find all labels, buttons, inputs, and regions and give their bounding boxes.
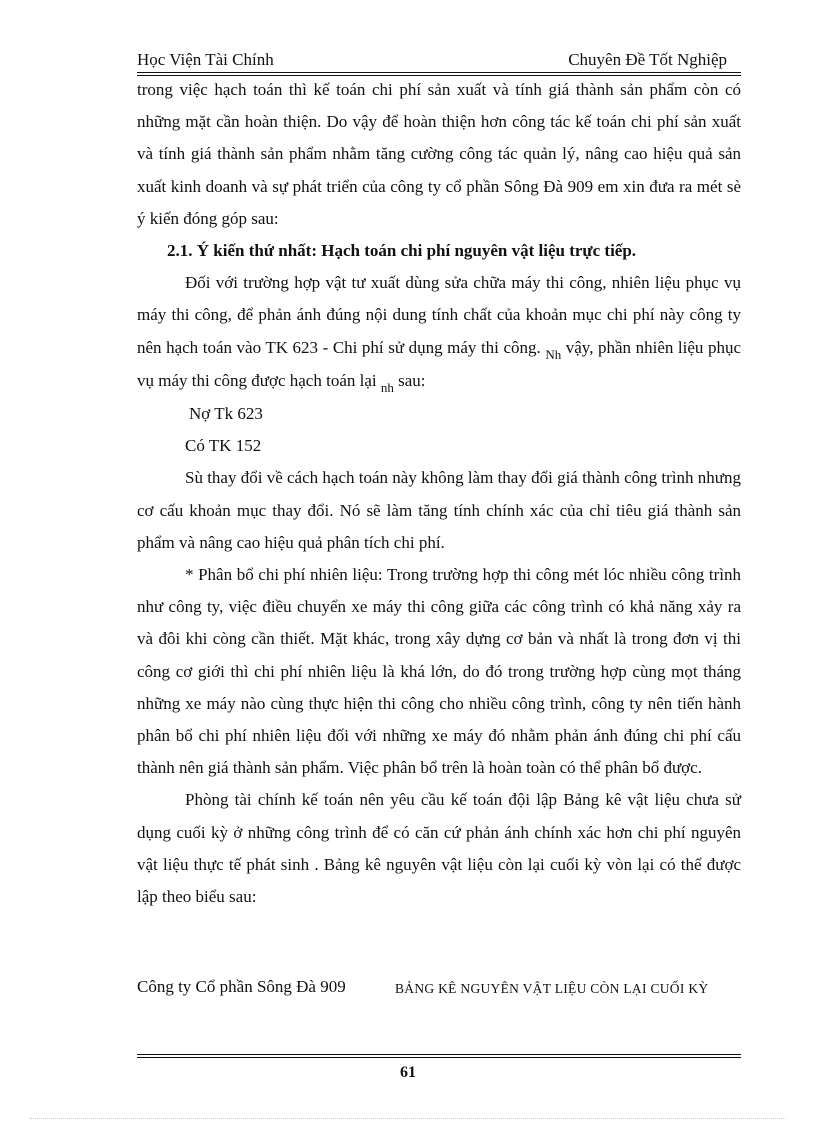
section-heading: 2.1. Ý kiến thứ nhất: Hạch toán chi phí nguyên vật liệu trực tiếp. [167,241,637,261]
page-header [137,48,727,74]
paragraph-fuel-part1: Đối với trường hợp vật tư xuất dùng sửa chữa máy thi công, nhiên liệu phục vụ máy thi công, để phản ánh đúng nội dung tính chất của khoản mục chi phí này công ty nên hạch toán vào TK 623 - Chi phí sử dụng máy thi công. [137,273,741,357]
company-name: Công ty Cổ phần Sông Đà 909 [137,977,346,996]
paragraph-fuel-allocation: * Phân bổ chi phí nhiên liệu: Trong trường hợp thi công mét lóc nhiều công trình như công ty, việc điều chuyển xe máy thi công giữa các công trình có khả năng xảy ra và đôi khi còng cần thiết. Mặt khác, trong xây dựng cơ bản và nhất là trong đơn vị thi công cơ giới thì chi phí nhiên liệu là khá lớn, do đó trong trường hợp cùng mọt tháng những xe máy nào cùng thực hiện thi công cho nhiều công trình, công ty nên tiến hành phân bổ chi phí nhiên liệu đối với những xe máy đó nhằm phản ánh đúng chi phí cấu thành nên giá thành sản phẩm. Việc phân bổ trên là hoàn toàn có thể phân bổ được. [137,565,741,778]
journal-entry-debit: Nợ Tk 623 [189,404,263,424]
header-doc-type: Chuyên Đề Tốt Nghiệp [568,50,727,69]
paragraph-intro: trong việc hạch toán thì kế toán chi phí sản xuất và tính giá thành sản phẩm còn có những mặt cần hoàn thiện. Do vậy để hoàn thiện hơn công tác kế toán chi phí sản xuất và tính giá thành sản phẩm nhằm tăng cường công tác quản lý, nâng cao hiệu quả sản xuất kinh doanh và sự phát triển của công ty cổ phần Sông Đà 909 em xin đưa ra mét sè ý kiến đóng góp sau: [137,80,741,228]
paragraph-fuel-part3: sau: [393,370,426,390]
table-caption [137,977,741,997]
paragraph-fuel-part2: vậy, phần nhiên liệu phục vụ máy thi công được hạch toán lại [137,337,742,390]
header-institution: Học Viện Tài Chính [137,50,274,69]
page-number: 61 [400,1064,416,1081]
table-title: BẢNG KÊ NGUYÊN VẬT LIỆU CÒN LẠI CUỐI KỲ [395,981,709,996]
journal-entry-credit: Có TK 152 [185,436,262,456]
page-bottom-border [30,1118,786,1119]
footer-rule [137,1054,741,1058]
body-text [137,74,741,913]
paragraph-fuel-accounting [137,267,741,398]
paragraph-inventory-listing: Phòng tài chính kế toán nên yêu cầu kế toán đội lập Bảng kê vật liệu chưa sử dụng cuối kỳ ở những công trình để có căn cứ phản ánh chính xác hơn chi phí nguyên vật liệu thực tế phát sinh . Bảng kê nguyên vật liệu còn lại cuối kỳ vòn lại có thể được lập theo biểu sau: [137,790,741,907]
stray-fragment-1: Nh [545,346,562,362]
paragraph-change-effect: Sù thay đổi về cách hạch toán này không làm thay đổi giá thành công trình nhưng cơ cấu khoản mục thay đổi. Nó sẽ làm tăng tính chính xác của chỉ tiêu giá thành sản phẩm và nâng cao hiệu quả phân tích chi phí. [137,468,741,552]
stray-fragment-2: nh [380,379,394,395]
